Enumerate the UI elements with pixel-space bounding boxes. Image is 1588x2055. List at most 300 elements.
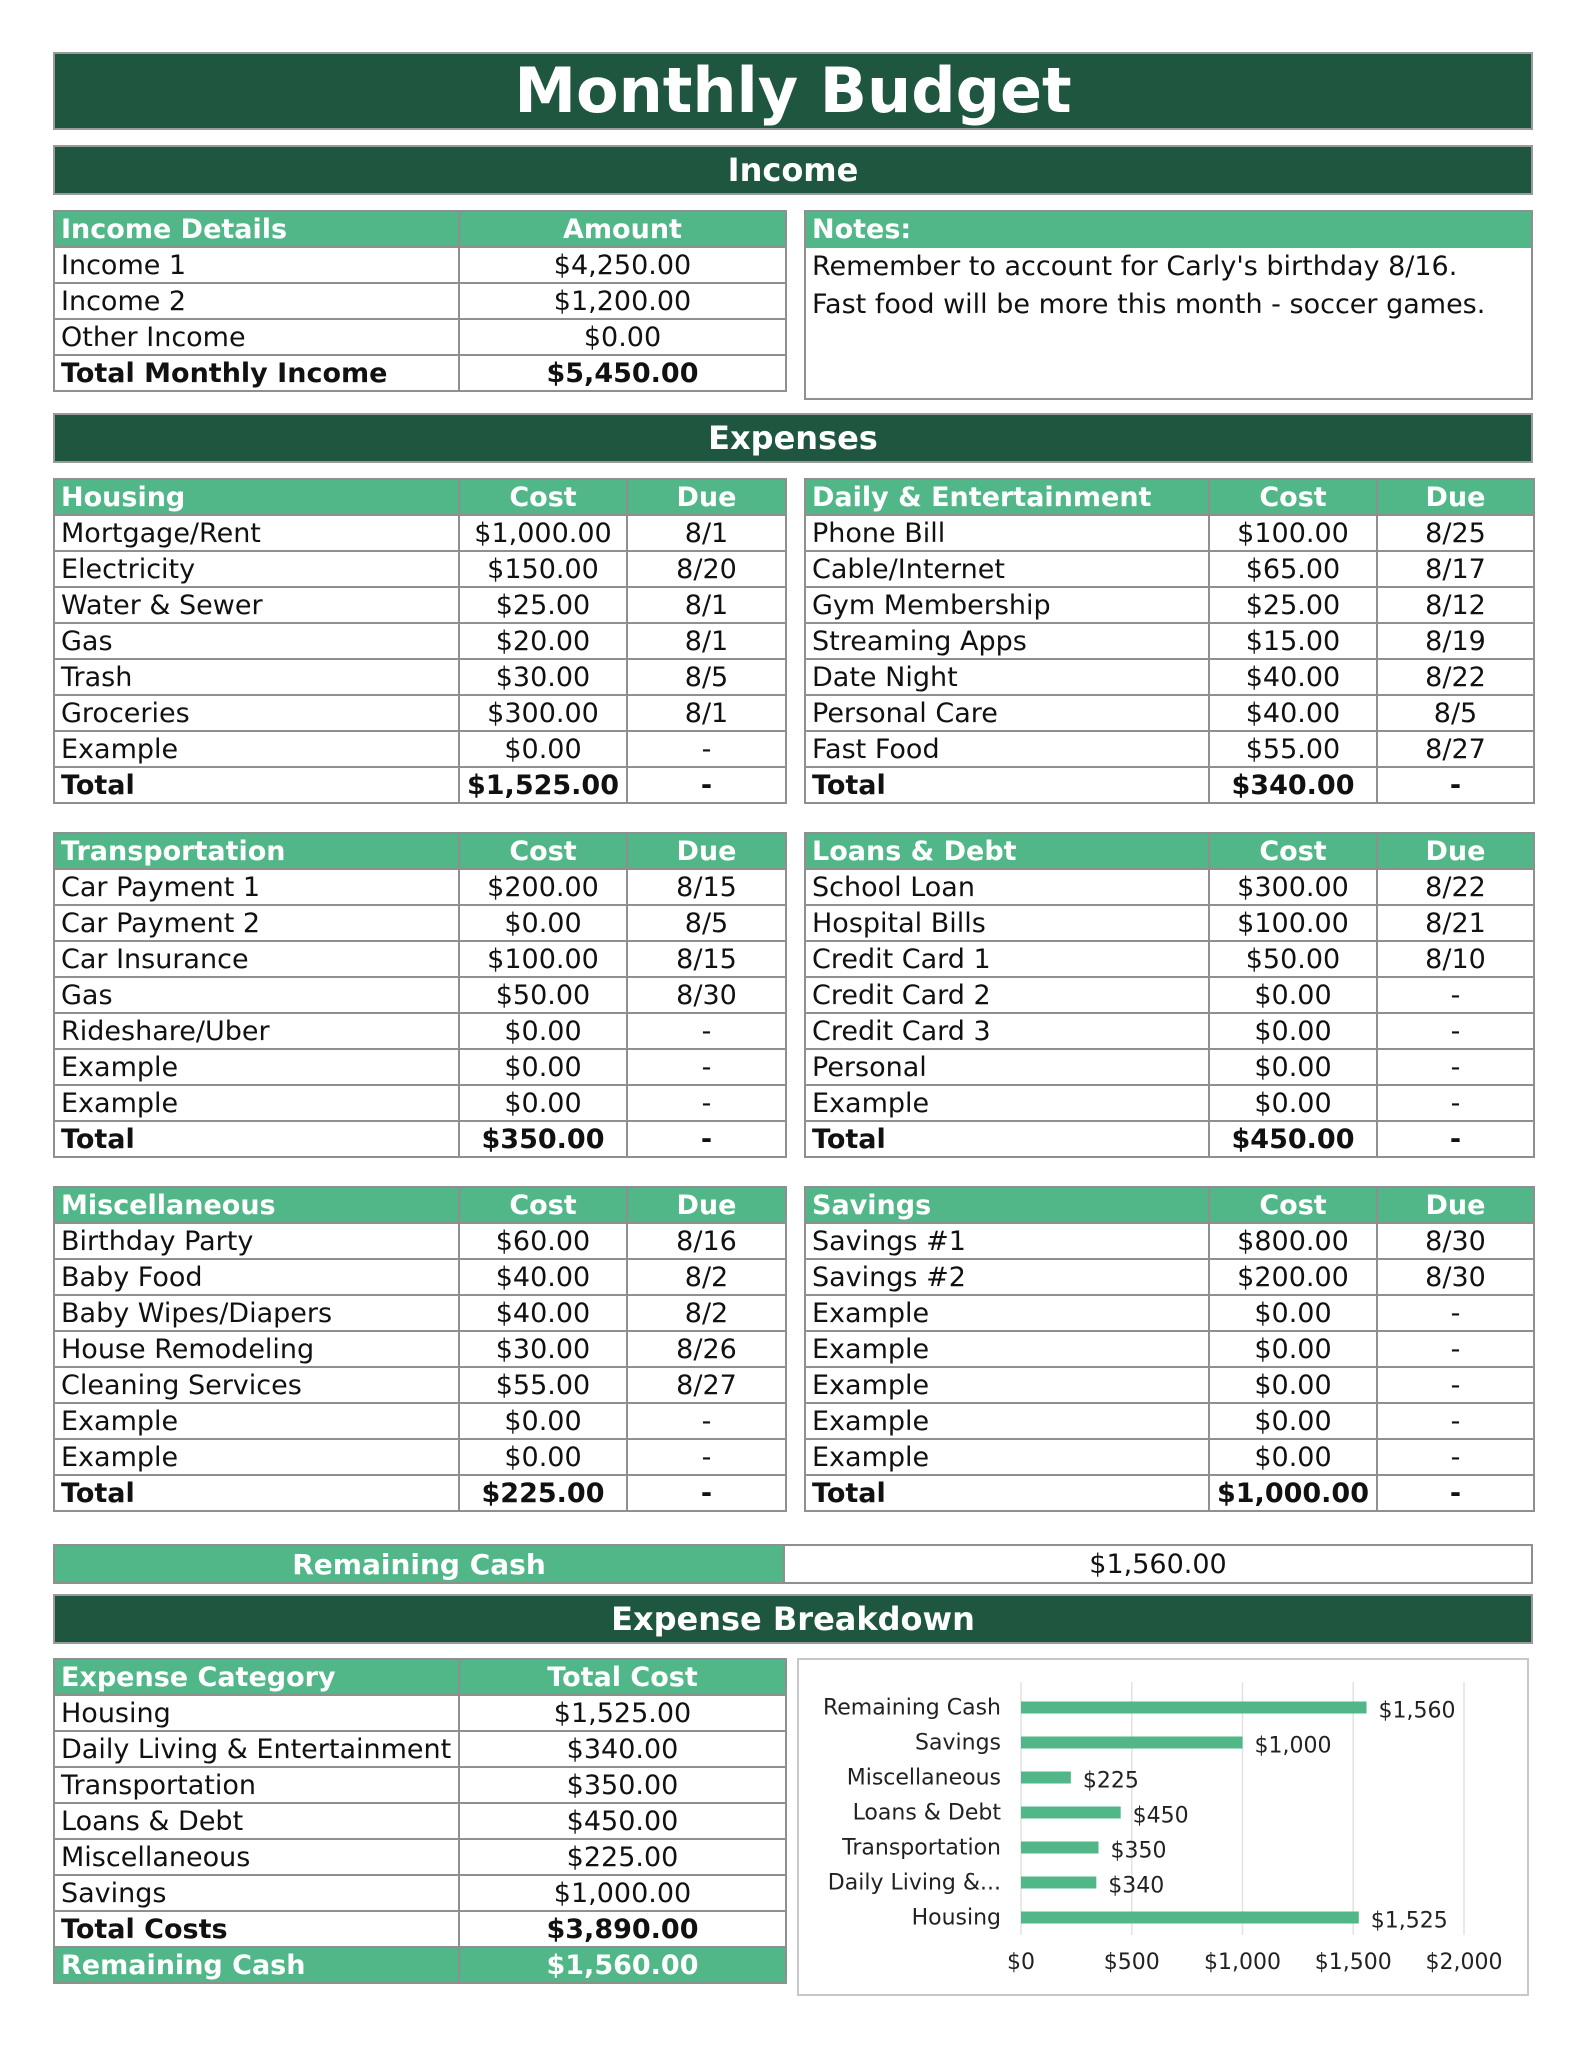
table-cell: $200.00 [459, 869, 627, 905]
table-cell: 8/1 [627, 623, 786, 659]
table-row [54, 1439, 786, 1475]
table-row [54, 1839, 786, 1875]
table-cell: $0.00 [1209, 1295, 1377, 1331]
table-cell: $40.00 [459, 1295, 627, 1331]
table-cell: Miscellaneous [54, 1839, 459, 1875]
table-total-row [805, 1121, 1534, 1157]
table-cell: - [1377, 1085, 1534, 1121]
table-cell: $800.00 [1209, 1223, 1377, 1259]
transportation-table [53, 832, 787, 1158]
table-row [54, 1013, 786, 1049]
table-cell: $20.00 [459, 623, 627, 659]
table-cell: Savings #2 [805, 1259, 1209, 1295]
table-cell: 8/21 [1377, 905, 1534, 941]
table-cell: $350.00 [459, 1767, 786, 1803]
column-header: Total Cost [459, 1659, 786, 1695]
category-label: Savings [915, 1730, 1001, 1756]
column-header: Savings [805, 1187, 1209, 1223]
column-header: Housing [54, 479, 459, 515]
table-cell: $65.00 [1209, 551, 1377, 587]
x-tick-label: $0 [1007, 1950, 1035, 1975]
expenses-section-header: Expenses [53, 413, 1533, 463]
table-cell: $0.00 [459, 905, 627, 941]
expense-breakdown-section-header: Expense Breakdown [53, 1594, 1533, 1644]
column-header: Cost [1209, 1187, 1377, 1223]
notes-header: Notes: [806, 212, 1531, 248]
table-cell: Total [805, 1121, 1209, 1157]
table-cell: Example [54, 1085, 459, 1121]
table-cell: $200.00 [1209, 1259, 1377, 1295]
table-cell: $0.00 [1209, 1049, 1377, 1085]
income-section-header: Income [53, 145, 1533, 195]
table-cell: Date Night [805, 659, 1209, 695]
category-label: Miscellaneous [846, 1765, 1001, 1791]
table-cell: Total [54, 1475, 459, 1511]
table-cell: Remaining Cash [54, 1947, 459, 1983]
table-cell: Streaming Apps [805, 623, 1209, 659]
table-cell: Example [805, 1331, 1209, 1367]
notes-line: Remember to account for Carly's birthday 8/16. [812, 251, 1458, 282]
table-cell: Total [54, 1121, 459, 1157]
table-cell: $0.00 [459, 1403, 627, 1439]
table-row [805, 869, 1534, 905]
table-cell: Credit Card 2 [805, 977, 1209, 1013]
table-cell: Credit Card 3 [805, 1013, 1209, 1049]
table-cell: - [627, 1121, 786, 1157]
table-cell: $0.00 [1209, 1331, 1377, 1367]
table-cell: - [1377, 1295, 1534, 1331]
x-tick-label: $500 [1103, 1950, 1160, 1975]
table-cell: Gas [54, 623, 459, 659]
table-row [54, 659, 786, 695]
table-cell: $0.00 [459, 1013, 627, 1049]
table-cell: - [627, 1439, 786, 1475]
table-cell: Example [54, 731, 459, 767]
table-cell: $50.00 [1209, 941, 1377, 977]
table-header-row [805, 479, 1534, 515]
table-total-row [54, 1475, 786, 1511]
table-cell: Other Income [54, 319, 459, 355]
table-cell: Total Monthly Income [54, 355, 459, 391]
x-tick-label: $1,000 [1204, 1950, 1281, 1975]
table-row [54, 319, 786, 355]
table-remaining-row [54, 1947, 786, 1983]
table-cell: Loans & Debt [54, 1803, 459, 1839]
table-cell: 8/30 [1377, 1259, 1534, 1295]
data-label: $350 [1110, 1838, 1167, 1864]
table-cell: Phone Bill [805, 515, 1209, 551]
table-cell: $1,560.00 [459, 1947, 786, 1983]
table-cell: - [1377, 767, 1534, 803]
table-cell: $1,525.00 [459, 767, 627, 803]
table-row [805, 1295, 1534, 1331]
table-cell: - [1377, 1121, 1534, 1157]
table-total-row [805, 767, 1534, 803]
table-cell: Hospital Bills [805, 905, 1209, 941]
column-header: Cost [459, 833, 627, 869]
bar [1021, 1877, 1096, 1889]
table-cell: House Remodeling [54, 1331, 459, 1367]
table-row [805, 1049, 1534, 1085]
table-cell: $50.00 [459, 977, 627, 1013]
bar [1021, 1842, 1099, 1854]
table-cell: Example [805, 1085, 1209, 1121]
table-header-row [805, 833, 1534, 869]
table-cell: $1,525.00 [459, 1695, 786, 1731]
table-cell: 8/26 [627, 1331, 786, 1367]
table-row [54, 731, 786, 767]
table-cell: $0.00 [1209, 1403, 1377, 1439]
table-cell: $0.00 [1209, 1367, 1377, 1403]
table-row [54, 1223, 786, 1259]
table-cell: 8/22 [1377, 659, 1534, 695]
table-cell: Daily Living & Entertainment [54, 1731, 459, 1767]
table-cell: 8/15 [627, 941, 786, 977]
bar [1021, 1807, 1121, 1819]
table-cell: $40.00 [459, 1259, 627, 1295]
table-cell: 8/5 [1377, 695, 1534, 731]
table-cell: - [627, 1049, 786, 1085]
table-cell: Total [805, 1475, 1209, 1511]
table-cell: $300.00 [459, 695, 627, 731]
table-row [805, 1223, 1534, 1259]
table-cell: Income 1 [54, 247, 459, 283]
table-row [805, 977, 1534, 1013]
table-cell: 8/20 [627, 551, 786, 587]
table-cell: Trash [54, 659, 459, 695]
column-header: Transportation [54, 833, 459, 869]
table-cell: $1,000.00 [459, 515, 627, 551]
table-cell: - [627, 1475, 786, 1511]
table-cell: - [627, 731, 786, 767]
table-cell: $0.00 [1209, 1439, 1377, 1475]
table-total-row [54, 355, 786, 391]
table-cell: 8/19 [1377, 623, 1534, 659]
table-cell: Rideshare/Uber [54, 1013, 459, 1049]
table-row [54, 1367, 786, 1403]
table-cell: $300.00 [1209, 869, 1377, 905]
table-cell: Example [54, 1403, 459, 1439]
table-cell: - [627, 767, 786, 803]
table-cell: 8/12 [1377, 587, 1534, 623]
table-cell: $5,450.00 [459, 355, 786, 391]
table-cell: - [1377, 1013, 1534, 1049]
table-cell: Birthday Party [54, 1223, 459, 1259]
expense-breakdown-chart [797, 1658, 1529, 1996]
table-cell: 8/30 [627, 977, 786, 1013]
table-cell: $30.00 [459, 1331, 627, 1367]
table-cell: $340.00 [1209, 767, 1377, 803]
table-cell: $1,200.00 [459, 283, 786, 319]
income-table [53, 210, 787, 392]
table-cell: Example [805, 1295, 1209, 1331]
bar [1021, 1702, 1367, 1714]
table-cell: Total [54, 767, 459, 803]
table-cell: Car Payment 1 [54, 869, 459, 905]
table-row [54, 1259, 786, 1295]
table-cell: $225.00 [459, 1475, 627, 1511]
table-cell: $0.00 [459, 319, 786, 355]
table-cell: $3,890.00 [459, 1911, 786, 1947]
table-row [805, 1013, 1534, 1049]
table-row [54, 1049, 786, 1085]
table-cell: Example [54, 1049, 459, 1085]
data-label: $450 [1132, 1803, 1189, 1829]
table-row [54, 247, 786, 283]
table-row [805, 515, 1534, 551]
table-cell: 8/25 [1377, 515, 1534, 551]
table-cell: 8/30 [1377, 1223, 1534, 1259]
table-row [54, 623, 786, 659]
table-cell: $0.00 [459, 731, 627, 767]
table-total-row [54, 1121, 786, 1157]
table-cell: - [1377, 1049, 1534, 1085]
table-cell: 8/1 [627, 587, 786, 623]
column-header: Due [1377, 833, 1534, 869]
table-row [54, 1403, 786, 1439]
table-cell: $60.00 [459, 1223, 627, 1259]
table-row [54, 551, 786, 587]
table-cell: Example [805, 1367, 1209, 1403]
table-cell: $100.00 [1209, 905, 1377, 941]
category-label: Housing [911, 1905, 1001, 1931]
table-row [54, 1695, 786, 1731]
table-cell: Cable/Internet [805, 551, 1209, 587]
table-row [805, 1085, 1534, 1121]
table-row [805, 659, 1534, 695]
table-cell: Gym Membership [805, 587, 1209, 623]
table-cell: - [1377, 1475, 1534, 1511]
table-cell: $225.00 [459, 1839, 786, 1875]
column-header: Due [1377, 1187, 1534, 1223]
column-header: Due [1377, 479, 1534, 515]
table-cell: - [1377, 1403, 1534, 1439]
table-cell: - [1377, 1331, 1534, 1367]
page-title: Monthly Budget [53, 52, 1533, 130]
table-cell: - [627, 1085, 786, 1121]
category-label: Transportation [842, 1835, 1001, 1861]
column-header: Daily & Entertainment [805, 479, 1209, 515]
table-row [54, 1875, 786, 1911]
column-header: Income Details [54, 211, 459, 247]
column-header: Due [627, 479, 786, 515]
table-cell: $450.00 [1209, 1121, 1377, 1157]
table-header-row [54, 479, 786, 515]
table-cell: 8/5 [627, 659, 786, 695]
table-total-row [54, 1911, 786, 1947]
table-row [54, 1295, 786, 1331]
table-cell: $0.00 [1209, 1085, 1377, 1121]
column-header: Cost [459, 1187, 627, 1223]
table-header-row [54, 833, 786, 869]
table-row [805, 1331, 1534, 1367]
table-row [805, 551, 1534, 587]
category-label: Daily Living &... [827, 1870, 1001, 1896]
table-cell: Personal [805, 1049, 1209, 1085]
table-row [54, 587, 786, 623]
housing-table [53, 478, 787, 804]
table-cell: - [1377, 1367, 1534, 1403]
table-cell: $4,250.00 [459, 247, 786, 283]
remaining-cash-value: $1,560.00 [785, 1544, 1533, 1584]
table-cell: $25.00 [459, 587, 627, 623]
table-row [54, 1331, 786, 1367]
table-cell: $40.00 [1209, 659, 1377, 695]
column-header: Cost [459, 479, 627, 515]
bar [1021, 1737, 1243, 1749]
savings-table [804, 1186, 1535, 1512]
table-row [805, 905, 1534, 941]
table-cell: $55.00 [459, 1367, 627, 1403]
table-cell: Baby Food [54, 1259, 459, 1295]
table-row [805, 623, 1534, 659]
table-cell: $150.00 [459, 551, 627, 587]
table-cell: $40.00 [1209, 695, 1377, 731]
table-row [54, 977, 786, 1013]
table-header-row [54, 1659, 786, 1695]
data-label: $1,525 [1370, 1908, 1448, 1934]
table-cell: Electricity [54, 551, 459, 587]
table-row [805, 1367, 1534, 1403]
bar-chart-svg [799, 1660, 1527, 1994]
table-cell: $1,000.00 [1209, 1475, 1377, 1511]
table-cell: 8/27 [627, 1367, 786, 1403]
table-cell: $0.00 [459, 1439, 627, 1475]
column-header: Loans & Debt [805, 833, 1209, 869]
column-header: Due [627, 833, 786, 869]
table-cell: $1,000.00 [459, 1875, 786, 1911]
table-header-row [54, 211, 786, 247]
table-cell: Example [805, 1403, 1209, 1439]
table-row [54, 1767, 786, 1803]
table-cell: $55.00 [1209, 731, 1377, 767]
table-cell: $0.00 [459, 1085, 627, 1121]
table-cell: $25.00 [1209, 587, 1377, 623]
table-cell: Total [805, 767, 1209, 803]
table-row [805, 731, 1534, 767]
bar [1021, 1912, 1359, 1924]
table-cell: 8/2 [627, 1295, 786, 1331]
table-cell: - [627, 1013, 786, 1049]
column-header: Amount [459, 211, 786, 247]
table-row [54, 283, 786, 319]
table-cell: $15.00 [1209, 623, 1377, 659]
column-header: Miscellaneous [54, 1187, 459, 1223]
table-row [54, 515, 786, 551]
table-cell: 8/1 [627, 695, 786, 731]
loans-debt-table [804, 832, 1535, 1158]
category-label: Loans & Debt [852, 1800, 1001, 1826]
table-cell: Total Costs [54, 1911, 459, 1947]
data-label: $1,000 [1254, 1733, 1332, 1759]
table-cell: Mortgage/Rent [54, 515, 459, 551]
table-cell: 8/1 [627, 515, 786, 551]
table-cell: Transportation [54, 1767, 459, 1803]
table-cell: Credit Card 1 [805, 941, 1209, 977]
table-cell: Personal Care [805, 695, 1209, 731]
table-total-row [805, 1475, 1534, 1511]
table-cell: Car Insurance [54, 941, 459, 977]
table-cell: $450.00 [459, 1803, 786, 1839]
table-cell: Baby Wipes/Diapers [54, 1295, 459, 1331]
column-header: Expense Category [54, 1659, 459, 1695]
table-cell: $100.00 [1209, 515, 1377, 551]
table-cell: Car Payment 2 [54, 905, 459, 941]
table-row [805, 695, 1534, 731]
table-cell: Savings [54, 1875, 459, 1911]
table-cell: $350.00 [459, 1121, 627, 1157]
table-cell: 8/5 [627, 905, 786, 941]
table-cell: School Loan [805, 869, 1209, 905]
table-cell: Water & Sewer [54, 587, 459, 623]
table-header-row [805, 1187, 1534, 1223]
table-cell: 8/22 [1377, 869, 1534, 905]
table-row [805, 587, 1534, 623]
table-cell: Income 2 [54, 283, 459, 319]
table-cell: - [1377, 1439, 1534, 1475]
table-cell: Housing [54, 1695, 459, 1731]
table-row [54, 1731, 786, 1767]
x-tick-label: $2,000 [1425, 1950, 1503, 1975]
table-row [805, 1439, 1534, 1475]
table-cell: Gas [54, 977, 459, 1013]
column-header: Due [627, 1187, 786, 1223]
table-cell: 8/2 [627, 1259, 786, 1295]
table-cell: $0.00 [1209, 1013, 1377, 1049]
table-cell: - [1377, 977, 1534, 1013]
miscellaneous-table [53, 1186, 787, 1512]
data-label: $225 [1082, 1768, 1139, 1794]
table-row [54, 941, 786, 977]
table-cell: Groceries [54, 695, 459, 731]
table-row [805, 941, 1534, 977]
data-label: $340 [1108, 1873, 1165, 1899]
table-row [54, 1085, 786, 1121]
column-header: Cost [1209, 833, 1377, 869]
table-cell: 8/16 [627, 1223, 786, 1259]
table-cell: $0.00 [459, 1049, 627, 1085]
table-cell: - [627, 1403, 786, 1439]
table-cell: $30.00 [459, 659, 627, 695]
remaining-cash-label: Remaining Cash [53, 1544, 785, 1584]
notes-box [804, 210, 1533, 400]
table-cell: 8/27 [1377, 731, 1534, 767]
category-label: Remaining Cash [822, 1695, 1001, 1721]
table-row [54, 869, 786, 905]
table-row [805, 1259, 1534, 1295]
table-cell: Savings #1 [805, 1223, 1209, 1259]
expense-breakdown-table [53, 1658, 787, 1984]
table-cell: Example [805, 1439, 1209, 1475]
table-total-row [54, 767, 786, 803]
table-row [54, 905, 786, 941]
table-cell: $340.00 [459, 1731, 786, 1767]
bar [1021, 1772, 1071, 1784]
table-cell: $100.00 [459, 941, 627, 977]
notes-line: Fast food will be more this month - soccer games. [812, 289, 1486, 320]
table-cell: Fast Food [805, 731, 1209, 767]
column-header: Cost [1209, 479, 1377, 515]
table-cell: 8/17 [1377, 551, 1534, 587]
table-header-row [54, 1187, 786, 1223]
table-cell: $0.00 [1209, 977, 1377, 1013]
table-row [54, 695, 786, 731]
table-cell: Cleaning Services [54, 1367, 459, 1403]
daily-entertainment-table [804, 478, 1535, 804]
table-cell: Example [54, 1439, 459, 1475]
data-label: $1,560 [1378, 1698, 1456, 1724]
table-row [805, 1403, 1534, 1439]
